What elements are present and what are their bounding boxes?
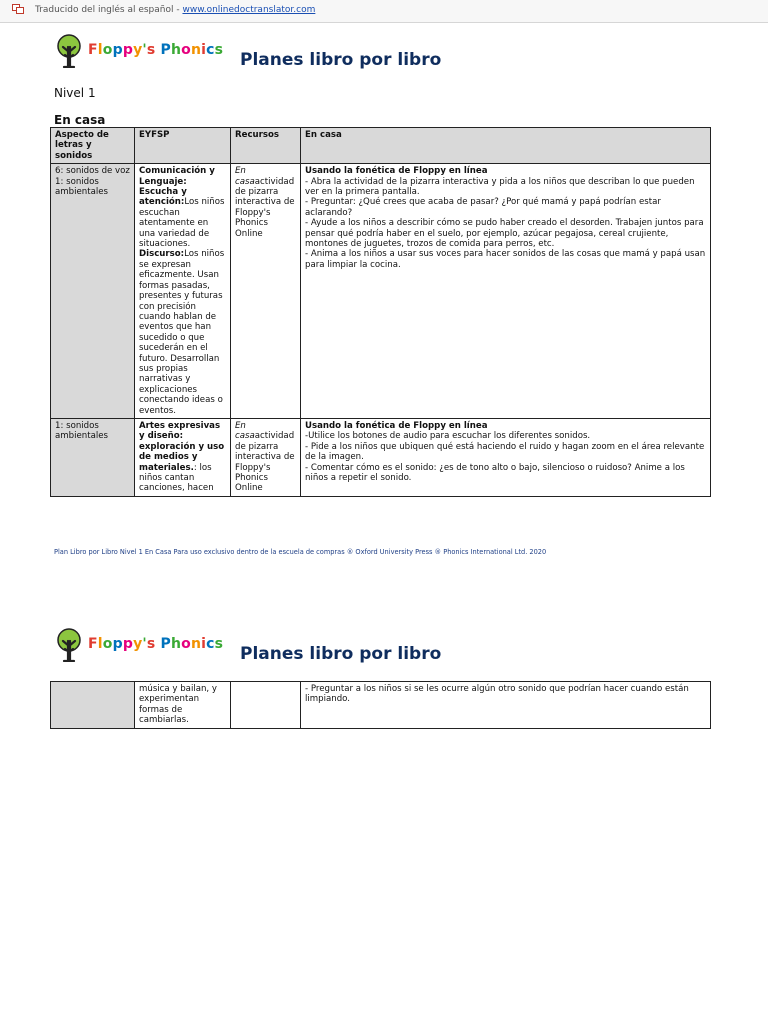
header-aspect: Aspecto de letras y sonidos [51,128,135,164]
logo-letter: F [88,636,98,652]
aspect-cell [51,682,135,729]
logo-letter: p [122,42,134,58]
eyfsp-text: Los niños se expresan eficazmente. Usan formas pasadas, presentes y futuras con precisión cuando hablan de eventos que han sucedido o que sucederán en el futuro. Desarrollan sus propias narrativas y explicaciones conectando ideas o eventos. [139,249,225,416]
tree-icon [54,34,84,68]
tree-icon [54,628,84,662]
section-title: En casa [54,113,106,127]
logo-wordmark [88,636,223,652]
logo-letter: o [102,42,113,58]
eyfsp-cell: música y bailan, y experimentan formas de cambiarlas. [135,682,231,729]
table-row [51,418,711,496]
logo-letter: h [170,636,182,652]
home-title: Usando la fonética de Floppy en línea [305,166,488,177]
resources-text: actividad de pizarra interactiva de Floppy's Phonics Online [235,431,295,494]
logo-wordmark [88,42,223,58]
logo-letter: o [181,636,191,652]
eyfsp-text: Los niños escuchan atentamente en una variedad de situaciones. [139,197,225,250]
home-line: -Utilice los botones de audio para escuchar los diferentes sonidos. [305,431,591,442]
eyfsp-heading: Artes expresivas y diseño: exploración y uso de medios y materiales. [139,420,225,473]
aspect-item: 1: sonidos ambientales [55,176,109,198]
header-resources: Recursos [231,128,301,164]
aspect-item: 6: sonidos de voz [55,166,130,177]
logo-letter: n [190,636,202,652]
table-header-row [51,128,711,164]
logo-letter: P [160,636,171,652]
home-title: Usando la fonética de Floppy en línea [305,420,488,431]
logo-letter: ' [142,636,147,652]
logo-letter: l [97,636,103,652]
logo-letter: p [112,636,123,652]
logo-letter: c [206,636,215,652]
logo-letter: l [97,42,103,58]
page-title: Planes libro por libro [240,644,442,664]
translator-text: Traducido del inglés al español - [35,5,183,15]
eyfsp-cell [135,418,231,496]
logo-letter: s [214,636,224,652]
home-cell [301,164,711,419]
page-title: Planes libro por libro [240,50,442,70]
translate-icon [12,4,24,14]
logo-letter: s [146,636,156,652]
logo-letter: p [122,636,134,652]
logo-letter: y [133,42,143,58]
logo-letter: c [206,42,215,58]
resources-label: En casa [235,420,255,442]
resources-cell [231,682,301,729]
resources-text: actividad de pizarra interactiva de Floppy's Phonics Online [235,176,295,239]
header-eyfsp: EYFSP [135,128,231,164]
home-line: - Preguntar: ¿Qué crees que acaba de pasar? ¿Por qué mamá y papá podrían estar aclarando? [305,197,661,218]
logo-letter: s [146,42,156,58]
logo-letter: P [160,42,171,58]
logo-letter: ' [142,42,147,58]
eyfsp-heading: Discurso: [139,249,185,260]
logo-letter: i [201,636,207,652]
header-home: En casa [301,128,711,164]
home-line: - Anima a los niños a usar sus voces para hacer sonidos de las cosas que mamá y papá usan para limpiar la cocina. [305,249,706,270]
home-line: - Abra la actividad de la pizarra interactiva y pida a los niños que describan lo que pueden ver en la primera pantalla. [305,176,695,198]
resources-label: En casa [235,166,255,187]
logo-letter: s [214,42,224,58]
logo-letter: y [133,636,143,652]
logo-letter: o [181,42,191,58]
page-footer: Plan Libro por Libro Nivel 1 En Casa Para uso exclusivo dentro de la escuela de compras ® Oxford University Press ® Phonics International Ltd. 2020 [54,548,547,556]
eyfsp-heading: Comunicación y Lenguaje: Escucha y atención: [139,166,215,208]
logo-letter: n [190,42,202,58]
resources-cell [231,418,301,496]
table-row [51,164,711,419]
translator-bar [0,0,768,23]
logo-letter: p [112,42,123,58]
aspect-cell [51,164,135,419]
eyfsp-cell [135,164,231,419]
translator-note [35,5,315,15]
eyfsp-text: : los niños cantan canciones, hacen [139,462,214,494]
home-line: - Comentar cómo es el sonido: ¿es de tono alto o bajo, silencioso o ruidoso? Anime a los niños a repetir el sonido. [305,462,685,483]
logo-letter: F [88,42,98,58]
logo-letter: o [102,636,113,652]
home-line: - Pide a los niños que ubiquen qué está haciendo el ruido y hagan zoom en el área relevante de la imagen. [305,441,705,463]
home-line: - Ayude a los niños a describir cómo se pudo haber creado el desorden. Trabajen juntos para pensar qué podría haber en el suelo, por ejemplo, azúcar pegajosa, cereal crujiente, montones de juguetes, trozos de comida para perros, etc. [305,218,704,250]
home-cell [301,418,711,496]
table-row [51,682,711,729]
logo-letter: i [201,42,207,58]
aspect-cell: 1: sonidos ambientales [51,418,135,496]
plan-table [50,127,711,497]
plan-table-continued [50,681,711,729]
translator-link[interactable]: www.onlinedoctranslator.com [182,5,316,15]
resources-cell [231,164,301,419]
level-label: Nivel 1 [54,86,96,100]
home-cell: - Preguntar a los niños si se les ocurre algún otro sonido que podrían hacer cuando están limpiando. [301,682,711,729]
logo-letter: h [170,42,182,58]
